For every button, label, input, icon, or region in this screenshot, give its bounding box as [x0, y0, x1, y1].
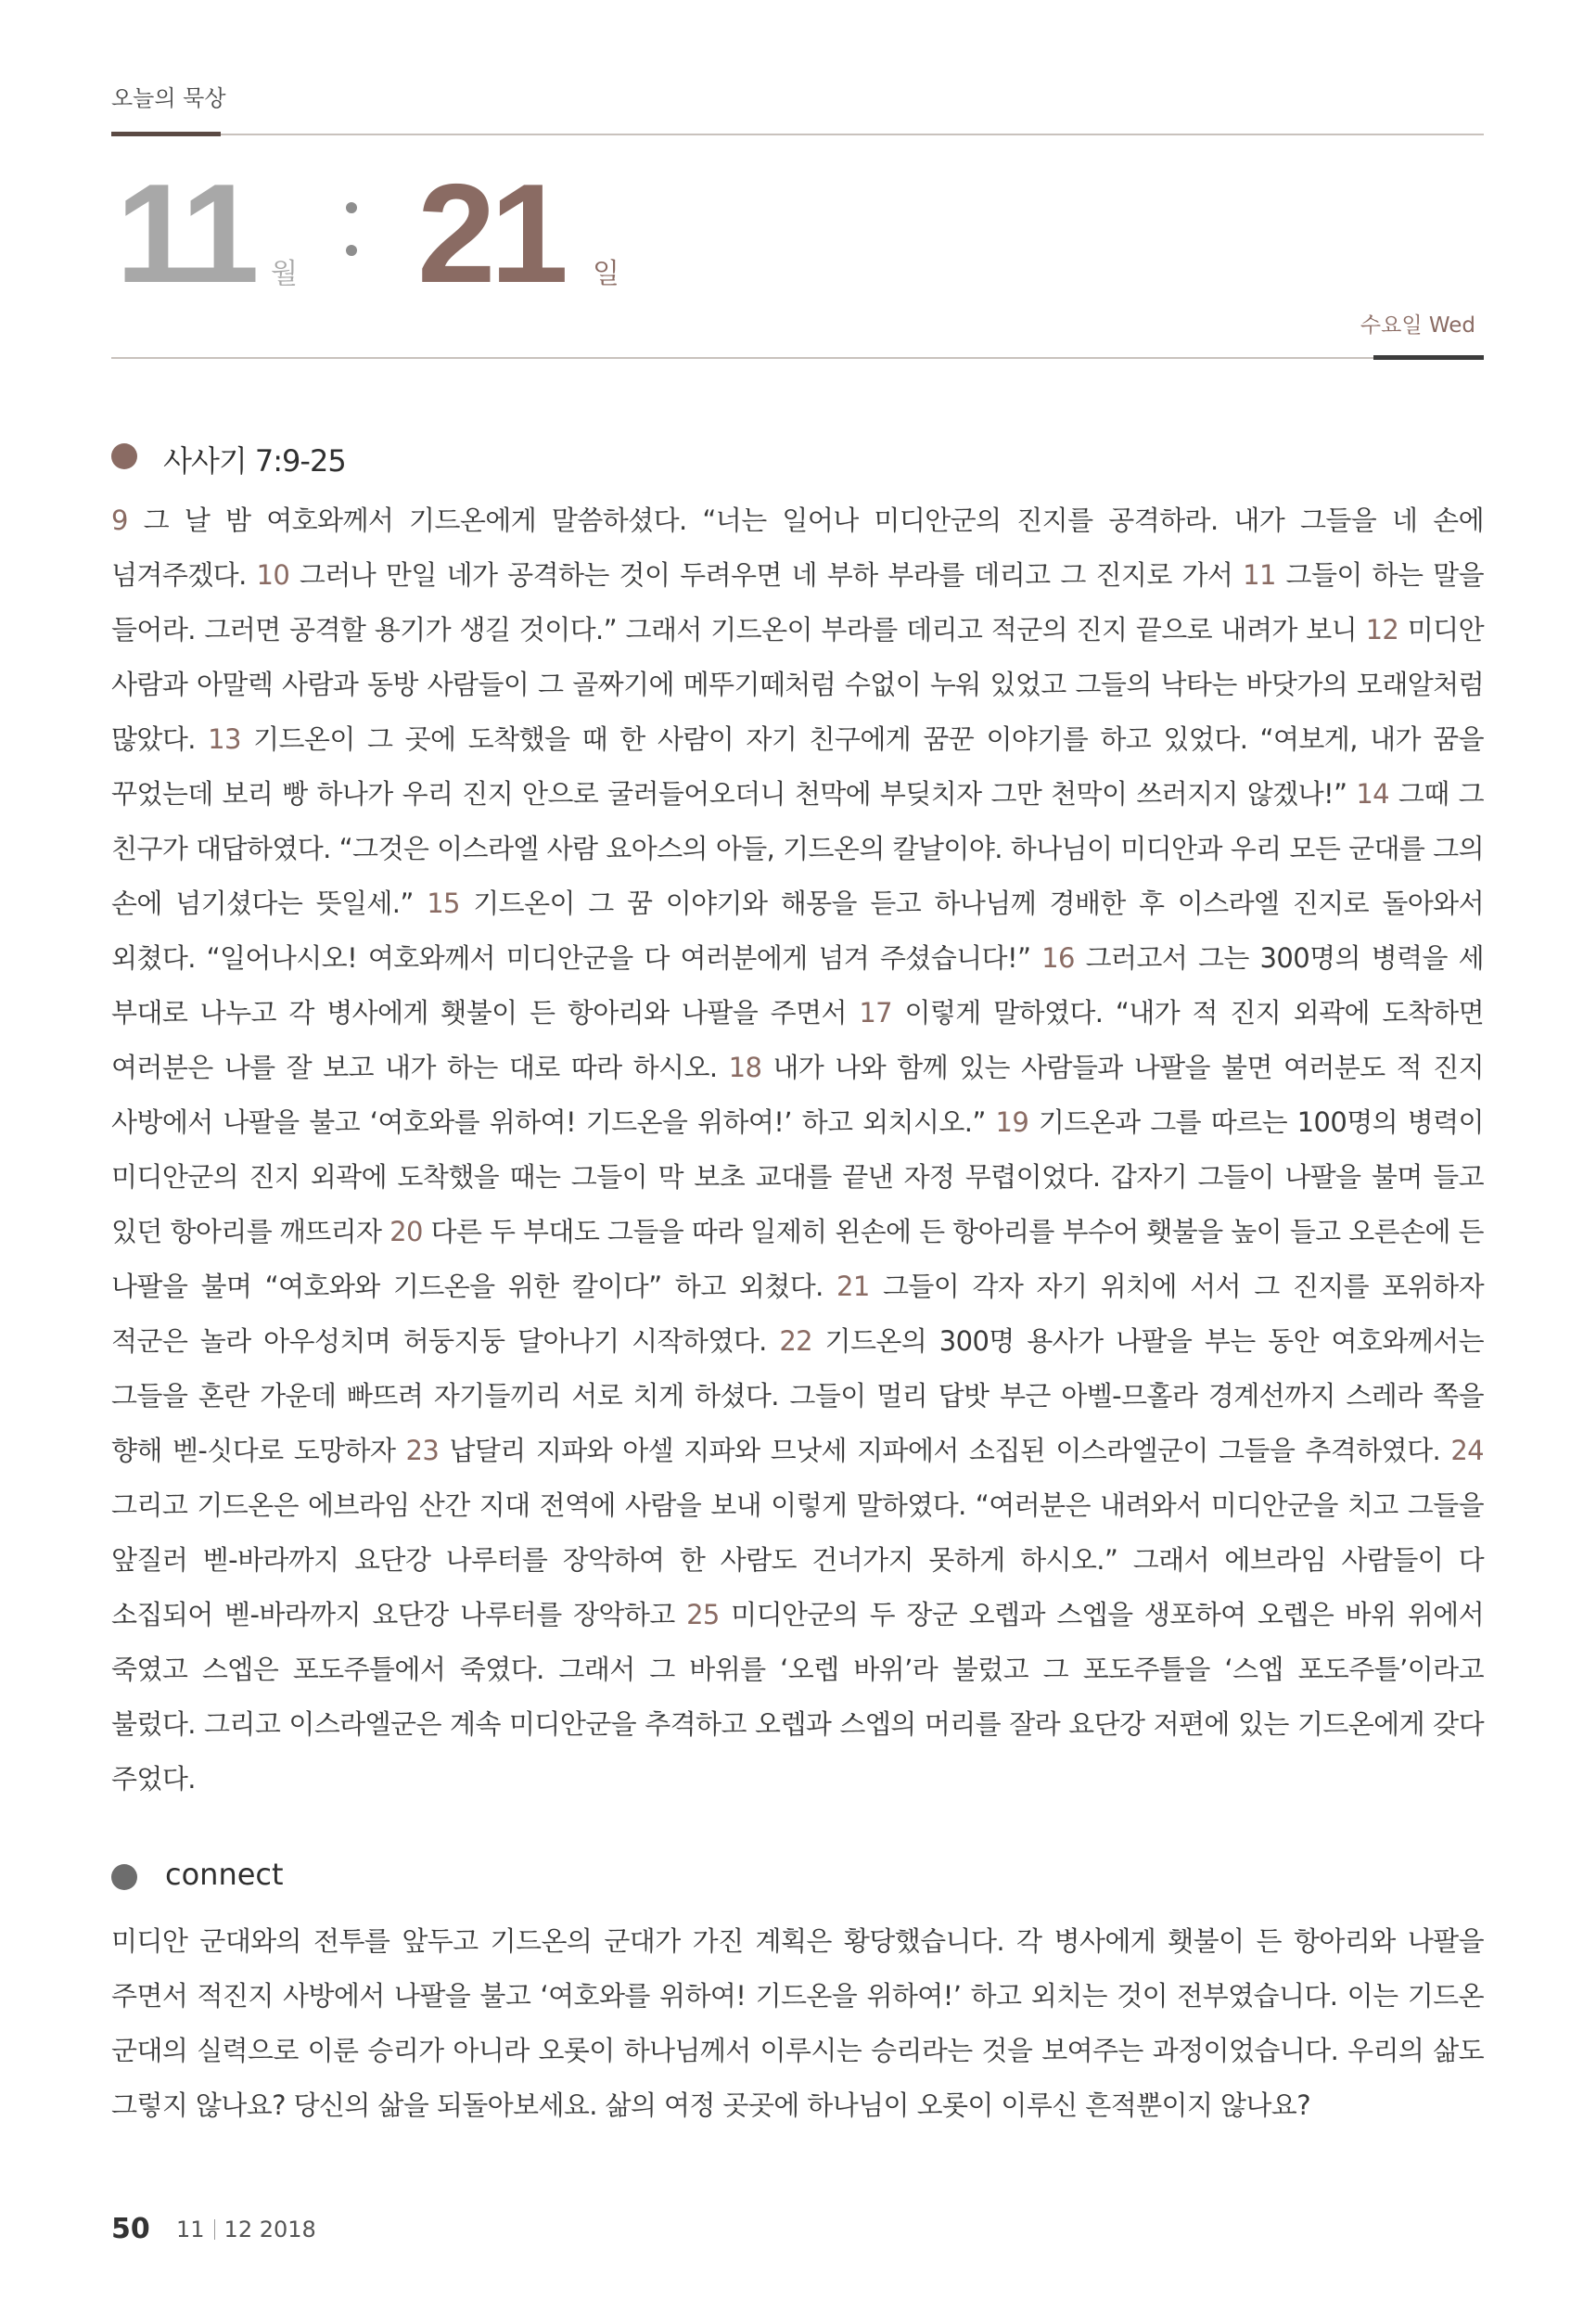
verse-text: 그러나 만일 네가 공격하는 것이 두려우면 네 부하 부라를 데리고 그 진지로 가서 — [289, 559, 1233, 591]
verse-number: 25 — [686, 1599, 720, 1630]
header-divider — [111, 357, 1484, 359]
verse-text: 그리고 기드온은 에브라임 산간 지대 전역에 사람을 보내 이렇게 말하였다. “여러분은 내려와서 미디안군을 치고 그들을 앞질러 벧-바라까지 요단강 나루터를 장악하여 한 사람도 건너가지 못하게 하시오.” 그래서 에브라임 사람들이 다 소집되어 벧-바라까지 요단강 나루터를 장악하고 — [111, 1489, 1484, 1630]
verse-text: 그들이 하는 말을 들어라. 그러면 공격할 용기가 생길 것이다.” 그래서 기드온이 부라를 데리고 적군의 진지 끝으로 내려가 보니 — [111, 559, 1484, 645]
verse-text: 기드온의 300명 용사가 나팔을 부는 동안 여호와께서는 그들을 혼란 가운데 빠뜨려 자기들끼리 서로 치게 하셨다. 그들이 멀리 답밧 부근 아벨-므홀라 경계선까지 스레라 쪽을 향해 벧-싯다로 도망하자 — [111, 1325, 1484, 1466]
verse-number: 21 — [836, 1271, 870, 1302]
colon-separator — [346, 202, 357, 260]
verse-text: 기드온과 그를 따르는 100명의 병력이 미디안군의 진지 외곽에 도착했을 때는 그들이 막 보초 교대를 끝낸 자정 무렵이었다. 갑자기 그들이 나팔을 불며 들고 있던 항아리를 깨뜨리자 — [111, 1106, 1484, 1247]
verse-text: 내가 나와 함께 있는 사람들과 나팔을 불면 여러분도 적 진지 사방에서 나팔을 불고 ‘여호와를 위하여! 기드온을 위하여!’ 하고 외치시오.” — [111, 1052, 1484, 1138]
verse-number: 13 — [208, 723, 241, 755]
connect-text: 미디안 군대와의 전투를 앞두고 기드온의 군대가 가진 계획은 황당했습니다. 각 병사에게 횃불이 든 항아리와 나팔을 주면서 적진지 사방에서 나팔을 불고 ‘여호와를 위하여! 기드온을 위하여!’ 하고 외치는 것이 전부였습니다. 이는 기드온 군대의 실력으로 이룬 승리가 아니라 오롯이 하나님께서 이루시는 승리라는 것을 보여주는 과정이었습니다. 우리의 삶도 그렇지 않나요? 당신의 삶을 되돌아보세요. 삶의 여정 곳곳에 하나님이 오롯이 이루신 흔적뿐이지 않나요? — [111, 1925, 1484, 2121]
month-number: 11 — [116, 155, 254, 313]
header-divider-accent — [1373, 355, 1484, 360]
verse-text: 그 날 밤 여호와께서 기드온에게 말씀하셨다. “너는 일어나 미디안군의 진지를 공격하라. 내가 그들을 네 손에 넘겨주겠다. — [111, 505, 1484, 591]
verse-number: 18 — [728, 1052, 762, 1083]
verse-text: 납달리 지파와 아셀 지파와 므낫세 지파에서 소집된 이스라엘군이 그들을 추격하였다. — [439, 1435, 1441, 1466]
page-number: 50 — [111, 2213, 150, 2245]
colon-dot-top — [346, 202, 357, 213]
verse-text: 미디안 사람과 아말렉 사람과 동방 사람들이 그 골짜기에 메뚜기떼처럼 수없이 누워 있었고 그들의 낙타는 바닷가의 모래알처럼 많았다. — [111, 614, 1484, 755]
verse-number: 11 — [1243, 559, 1276, 591]
top-divider — [111, 134, 1484, 135]
issue-year: 12 2018 — [223, 2217, 316, 2242]
issue-month: 11 — [176, 2217, 205, 2242]
verse-text: 그러고서 그는 300명의 병력을 세 부대로 나누고 각 병사에게 횃불이 든 항아리와 나팔을 주면서 — [111, 942, 1484, 1029]
verse-text: 미디안군의 두 장군 오렙과 스엡을 생포하여 오렙은 바위 위에서 죽였고 스엡은 포도주틀에서 죽였다. 그래서 그 바위를 ‘오렙 바위’라 불렀고 그 포도주틀을 ‘스엡 포도주틀’이라고 불렀다. 그리고 이스라엘군은 계속 미디안군을 추격하고 오렙과 스엡의 머리를 잘라 요단강 저편에 있는 기드온에게 갖다 주었다. — [111, 1599, 1484, 1795]
month-unit: 월 — [271, 258, 298, 290]
verse-number: 14 — [1356, 778, 1390, 810]
connect-bullet-icon — [111, 1864, 137, 1890]
verse-text: 다른 두 부대도 그들을 따라 일제히 왼손에 든 항아리를 부수어 횃불을 높이 들고 오른손에 든 나팔을 불며 “여호와와 기드온을 위한 칼이다” 하고 외쳤다. — [111, 1216, 1484, 1302]
verse-number: 23 — [405, 1435, 440, 1466]
verse-number: 17 — [859, 997, 893, 1029]
weekday-label: 수요일 Wed — [1360, 313, 1475, 338]
verse-number: 20 — [389, 1216, 423, 1247]
verse-number: 10 — [256, 559, 290, 591]
verse-text: 기드온이 그 곳에 도착했을 때 한 사람이 자기 친구에게 꿈꾼 이야기를 하고 있었다. “여보게, 내가 꿈을 꾸었는데 보리 빵 하나가 우리 진지 안으로 굴러들어오더니 천막에 부딪치자 그만 천막이 쓰러지지 않겠나!” — [111, 723, 1484, 810]
verse-number: 16 — [1041, 942, 1075, 974]
issue-separator — [214, 2219, 215, 2240]
verse-number: 12 — [1365, 614, 1399, 645]
scripture-bullet-icon — [111, 443, 137, 469]
connect-title: connect — [165, 1857, 284, 1892]
verse-number: 19 — [995, 1106, 1029, 1138]
date-display — [111, 148, 1484, 313]
verse-number: 24 — [1450, 1435, 1485, 1466]
scripture-passage — [111, 493, 1484, 1807]
verse-text: 이렇게 말하였다. “내가 적 진지 외곽에 도착하면 여러분은 나를 잘 보고 내가 하는 대로 따라 하시오. — [111, 997, 1484, 1083]
verse-text: 기드온이 그 꿈 이야기와 해몽을 듣고 하나님께 경배한 후 이스라엘 진지로 돌아와서 외쳤다. “일어나시오! 여호와께서 미디안군을 다 여러분에게 넘겨 주셨습니다!” — [111, 888, 1485, 974]
colon-dot-bottom — [346, 245, 357, 256]
verse-number: 9 — [111, 505, 128, 536]
verse-text: 그때 그 친구가 대답하였다. “그것은 이스라엘 사람 요아스의 아들, 기드온의 칼날이야. 하나님이 미디안과 우리 모든 군대를 그의 손에 넘기셨다는 뜻일세.” — [111, 778, 1484, 919]
day-unit: 일 — [593, 258, 619, 290]
top-divider-accent — [111, 132, 221, 136]
issue-info — [176, 2217, 316, 2242]
scripture-reference: 사사기 7:9-25 — [163, 443, 346, 479]
day-number: 21 — [417, 155, 564, 313]
verse-number: 22 — [779, 1325, 813, 1357]
verse-number: 15 — [427, 888, 460, 919]
verse-text: 그들이 각자 자기 위치에 서서 그 진지를 포위하자 적군은 놀라 아우성치며 허둥지둥 달아나기 시작하였다. — [111, 1271, 1485, 1357]
section-label: 오늘의 묵상 — [111, 85, 226, 111]
